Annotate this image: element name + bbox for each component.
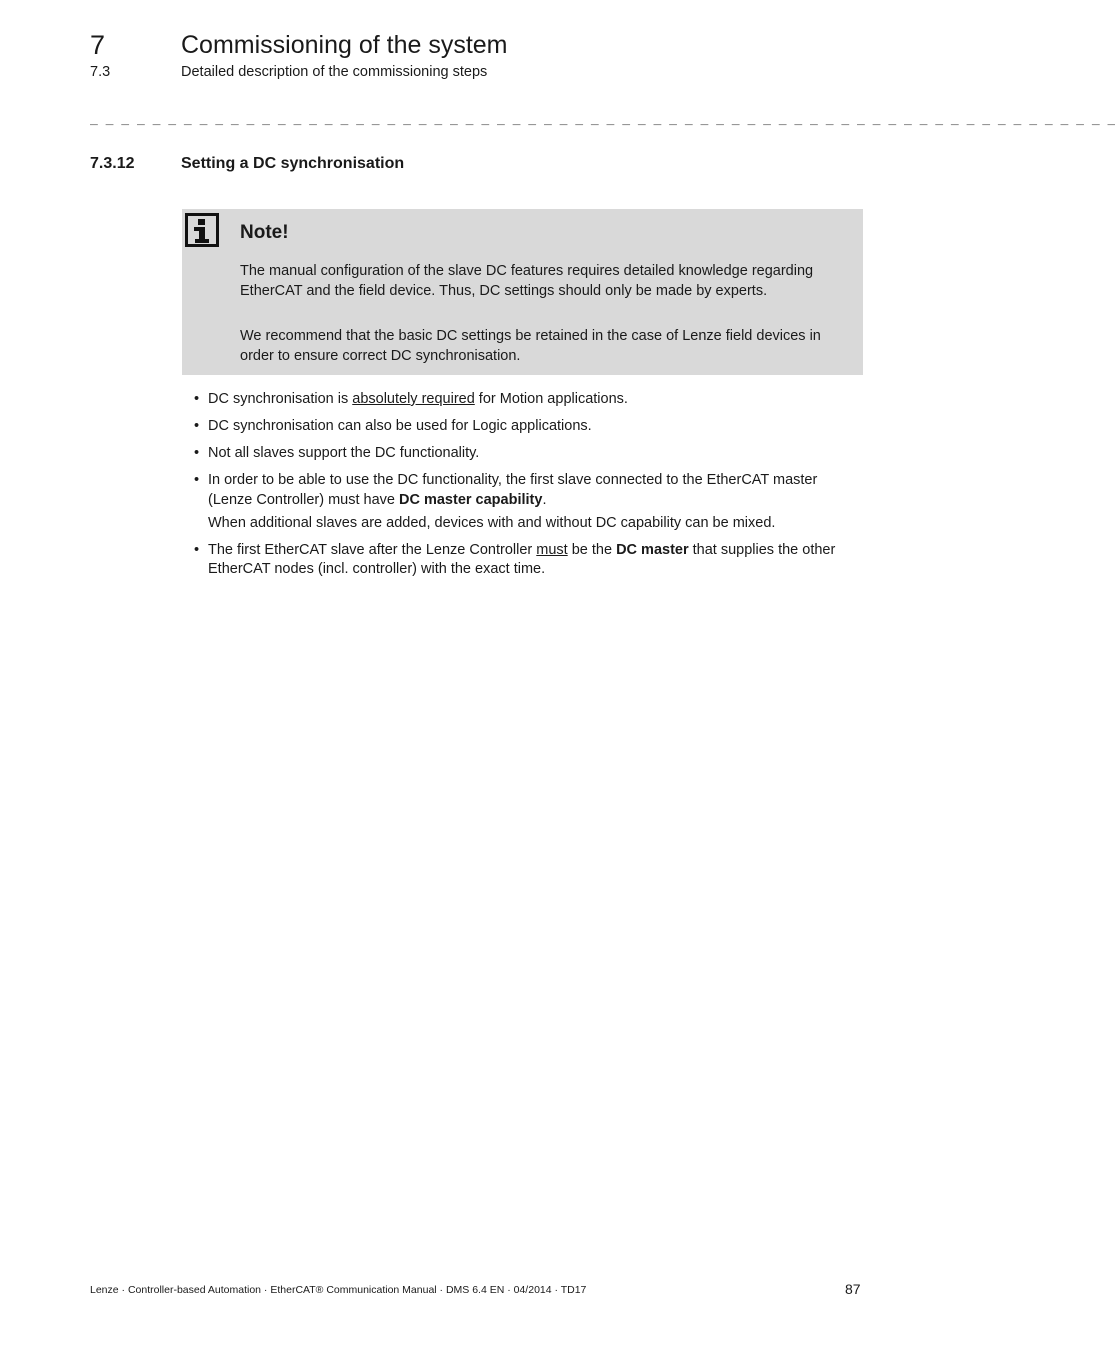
subsection-title: Setting a DC synchronisation xyxy=(181,155,405,172)
note-paragraph: The manual configuration of the slave DC features requires detailed knowledge regarding EtherCAT and the field device. Thus, DC settings should only be made by experts. xyxy=(240,263,814,299)
section-title: Detailed description of the commissioning steps xyxy=(181,64,488,80)
info-icon xyxy=(185,213,219,247)
bullet-list xyxy=(190,390,865,587)
bullet-text: that supplies the other EtherCAT nodes (incl. controller) with the exact time. xyxy=(208,541,836,577)
note-heading: Note! xyxy=(240,222,289,243)
bullet-marker: • xyxy=(194,445,200,461)
list-item xyxy=(190,417,865,437)
section-number: 7.3 xyxy=(90,64,111,80)
bullet-text: . xyxy=(542,491,547,508)
page-number: 87 xyxy=(845,1281,861,1297)
list-item xyxy=(190,444,865,464)
bullet-text: DC synchronisation is xyxy=(208,391,353,407)
bullet-text: for Motion applications. xyxy=(474,391,628,407)
subsection-number: 7.3.12 xyxy=(90,155,135,172)
list-item xyxy=(190,390,865,410)
list-item xyxy=(190,471,865,533)
chapter-title: Commissioning of the system xyxy=(181,31,508,59)
footer-text: Lenze · Controller-based Automation · EtherCAT® Communication Manual · DMS 6.4 EN · 04/2014 · TD17 xyxy=(90,1284,587,1296)
bullet-marker: • xyxy=(194,418,200,434)
bullet-text: In order to be able to use the DC functionality, the first slave connected to the EtherCAT master (Lenze Controller) must have xyxy=(208,472,818,508)
bullet-subparagraph: When additional slaves are added, devices with and without DC capability can be mixed. xyxy=(208,514,776,531)
note-paragraph: We recommend that the basic DC settings be retained in the case of Lenze field devices in order to ensure correct DC synchronisation. xyxy=(240,328,821,364)
bold-text: DC master capability xyxy=(399,491,543,508)
bullet-text: The first EtherCAT slave after the Lenze Controller xyxy=(208,541,537,558)
list-item xyxy=(190,541,865,580)
header-divider: _ _ _ _ _ _ _ _ _ _ _ _ _ _ _ _ _ _ _ _ _ _ _ _ _ _ _ _ _ _ _ _ _ _ _ _ _ _ _ _ _ _ _ _ _ _ _ _ _ _ _ _ _ _ _ _ _ _ _ _ _ _ _ _ _ _ xyxy=(90,111,1115,126)
underlined-text: absolutely required xyxy=(352,391,475,407)
bullet-text: Not all slaves support the DC functionality. xyxy=(208,445,480,461)
underlined-text: must xyxy=(536,541,568,558)
note-box xyxy=(182,209,863,375)
bullet-text: be the xyxy=(567,541,617,558)
bullet-marker: • xyxy=(194,472,200,488)
bold-text: DC master xyxy=(616,541,689,558)
bullet-marker: • xyxy=(194,541,200,558)
chapter-number: 7 xyxy=(90,30,106,60)
bullet-text: DC synchronisation can also be used for Logic applications. xyxy=(208,418,592,434)
bullet-marker: • xyxy=(194,391,200,407)
